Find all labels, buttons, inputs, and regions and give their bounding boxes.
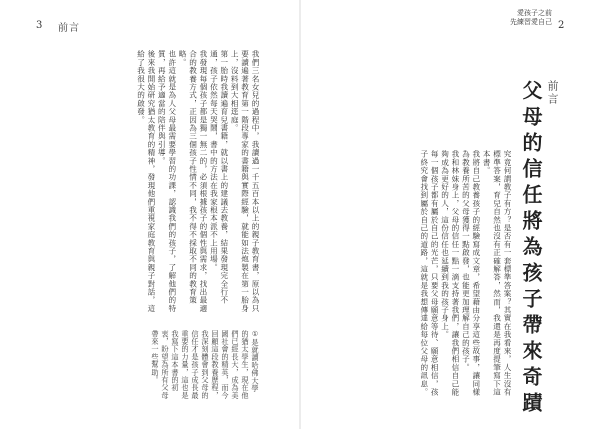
left-header-title: 前言: [58, 23, 80, 34]
right-paragraph: 每一個孩子都有屬於自己的光芒，只要父母願意等待、願意相信，孩子終究會找到屬於自己的道路，這就是我想傳達給每位父母的訊息。: [419, 150, 440, 396]
chapter-label: 前言: [546, 80, 559, 106]
chapter-title: 父母的信任將為孩子帶來奇蹟: [519, 80, 543, 418]
right-body-text: [327, 150, 512, 400]
right-page: [300, 0, 600, 429]
right-paragraph: 我和林妹身上，父母的信任一點一滴支持著我們，讓我們相信自己能夠成為更好的人，這份信任也延續到我的孩子身上。: [440, 150, 460, 396]
left-paragraph: 也許這就是為人父母最需要學習的功課，認識我們的孩子，了解他們的特質，再給予適當的陪伴與引導。: [157, 50, 177, 313]
running-head-line2: 先練習愛自己: [510, 18, 552, 26]
left-paragraph: 我發現每個孩子都是獨一無二的，必須根據孩子的個性與需求，找出最適合的教養方式，正因為三個孩子性情不同，我不得不採取不同的教育策略。: [178, 50, 208, 313]
left-paragraph: 第一胎時我讀遍育兒書籍，就以書上的建議去教養，結果發現完全行不通，孩子依然每天哭鬧，書中的方法在我家根本派不上用場。: [209, 50, 229, 305]
page-number-left: 3: [36, 20, 43, 31]
running-head-line1: 愛孩子之前: [517, 9, 552, 17]
left-paragraph: 後來我開始研究猶太教育的精神，發現他們重視家庭教育與親子對話，這給了我很大的啟發。: [136, 50, 156, 313]
page-number-right: 2: [558, 20, 565, 31]
footnote-marker: ①: [251, 330, 259, 339]
left-body-text: [30, 50, 260, 320]
left-paragraph: 我們三名女兒的過程中，我讀過一千五百本以上的親子教育書，原以為只要讀遍著教育第一階段專家的書籍與實際經驗，就能如法炮製在第一胎身上，沒料到大相逕庭。: [230, 50, 260, 313]
footnote-text: 是就讀哈佛大學的猶太學生，現在他們已經長大，成為美國社會的精英，而今回顧這段教養歷程，我深刻體會到父母的信任才是孩子成長最重要的力量，這也是我寫下這本書的初衷，盼望為所有父母帶來一些幫助。: [151, 330, 260, 400]
footnote: [30, 330, 260, 400]
right-paragraph: 我將自己教養孩子的經驗寫成文章，希望藉由分享這些故事，讓同樣為教養所苦的父母獲得一點啟發，也能更加理解自己的孩子。: [461, 150, 481, 396]
running-head: [432, 9, 552, 27]
right-paragraph: 究竟何謂教子有方？是否有一套標準答案？其實在我看來，人生沒有標準答案，育兒自然也沒有正確解答，然而，我還是再度提筆寫下這本書。: [482, 150, 512, 396]
